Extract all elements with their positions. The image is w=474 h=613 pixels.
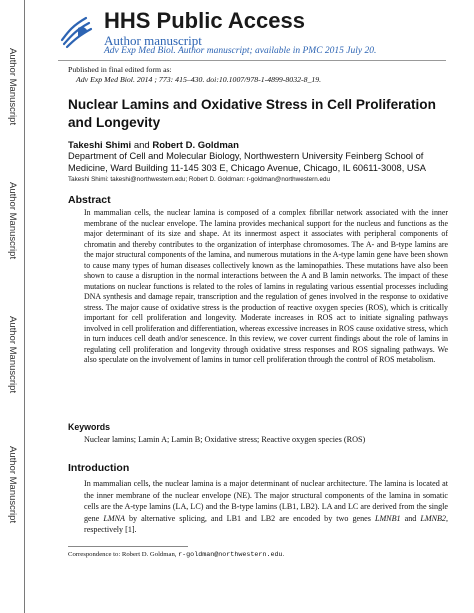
gene-name: LMNA	[103, 513, 125, 523]
footnote-end: .	[282, 551, 285, 558]
author-name: Robert D. Goldman	[152, 140, 239, 151]
citation-line: Adv Exp Med Biol. 2014 ; 773: 415–430. doi:10.1007/978-1-4899-8032-8_19.	[76, 75, 322, 84]
footnote-divider	[68, 546, 188, 547]
intro-text-segment: by alternative splicing, and LB1 and LB2 are encoded by two genes	[124, 513, 375, 523]
author-list	[68, 140, 239, 151]
published-final-label: Published in final edited form as:	[68, 65, 172, 74]
intro-text-segment: and	[400, 513, 421, 523]
author-emails: Takeshi Shimi: takeshi@northwestern.edu; Robert D. Goldman: r-goldman@northwestern.edu	[68, 176, 330, 183]
keywords-heading: Keywords	[68, 422, 111, 432]
sidebar-label: Author Manuscript	[7, 182, 18, 260]
header-divider	[58, 60, 446, 61]
hhs-public-access-title: HHS Public Access	[104, 8, 305, 33]
introduction-heading: Introduction	[68, 462, 130, 474]
correspondence-email: r-goldman@northwestern.edu	[178, 551, 283, 559]
author-name: Takeshi Shimi	[68, 140, 132, 151]
sidebar-label: Author Manuscript	[7, 446, 18, 524]
author-manuscript-subtitle: Author manuscript	[104, 33, 202, 48]
published-final-form	[68, 65, 321, 85]
abstract-text: In mammalian cells, the nuclear lamina is composed of a complex fibrillar network associated with the inner membrane of the nuclear envelope. The lamina provides mechanical support for the nucleus and functions as the major determinant of its size and shape. At its innermost aspect it associates with peripheral components of chromatin and thereby contributes to the organization of interphase chromosomes. The A- and B-type lamins are the major structural components of the lamina, and numerous mutations in the A-type lamin gene have been shown to cause many types of human diseases collectively known as the laminopathies. These mutations have also been shown to cause a disruption in the normal interactions between the A and B lamin networks. The impact of these mutations on nuclear functions is related to the roles of lamins in regulating various essential processes including DNA synthesis and damage repair, transcription and the regulation of genes involved in the response to oxidative stress. The major cause of oxidative stress is the production of reactive oxygen species (ROS), which is critically important for cell proliferation and longevity. Moderate increases in ROS act to initiate signaling pathways involved in cell proliferation and differentiation, whereas excessive increases in ROS cause oxidative stress, which in turn induces cell death and/or senescence. In this review, we cover current findings about the role of lamins in regulating cell proliferation and longevity through oxidative stress responses and ROS signaling pathways. We also speculate on the involvement of lamins in tumor cell proliferation through the control of ROS metabolism.	[84, 208, 448, 364]
correspondence-label: Correspondence to: Robert D. Goldman,	[68, 551, 179, 558]
correspondence-footnote	[68, 551, 284, 559]
author-manuscript-sidebar	[0, 0, 25, 613]
sidebar-label: Author Manuscript	[7, 316, 18, 394]
intro-text-segment: , respectively [1].	[84, 513, 449, 535]
introduction-text	[84, 478, 448, 536]
abstract-heading: Abstract	[68, 194, 111, 206]
hhs-eagle-logo-icon	[56, 10, 96, 50]
sidebar-label: Author Manuscript	[7, 48, 18, 126]
paper-title: Nuclear Lamins and Oxidative Stress in Cell Proliferation and Longevity	[68, 97, 436, 130]
author-separator: and	[131, 140, 153, 151]
publication-info: Adv Exp Med Biol. Author manuscript; available in PMC 2015 July 20.	[104, 46, 377, 56]
keywords-text: Nuclear lamins; Lamin A; Lamin B; Oxidative stress; Reactive oxygen species (ROS)	[84, 435, 366, 444]
intro-text-segment: In mammalian cells, the nuclear lamina is a major determinant of nuclear architecture. The lamina is located at the inner membrane of the nuclear envelope (NE). The major structural components of the lamina in somatic cells are the A-type lamins (LA, LC) and the B-type lamins (LB1, LB2). LA and LC are derived from the single gene	[84, 479, 448, 523]
affiliation: Department of Cell and Molecular Biology, Northwestern University Feinberg School of Medicine, Ward Building 11-145 303 E, Chicago Avenue, Chicago, IL 60611-3008, USA	[68, 151, 426, 173]
gene-name: LMNB1	[374, 513, 401, 523]
gene-name: LMNB2	[420, 513, 446, 523]
